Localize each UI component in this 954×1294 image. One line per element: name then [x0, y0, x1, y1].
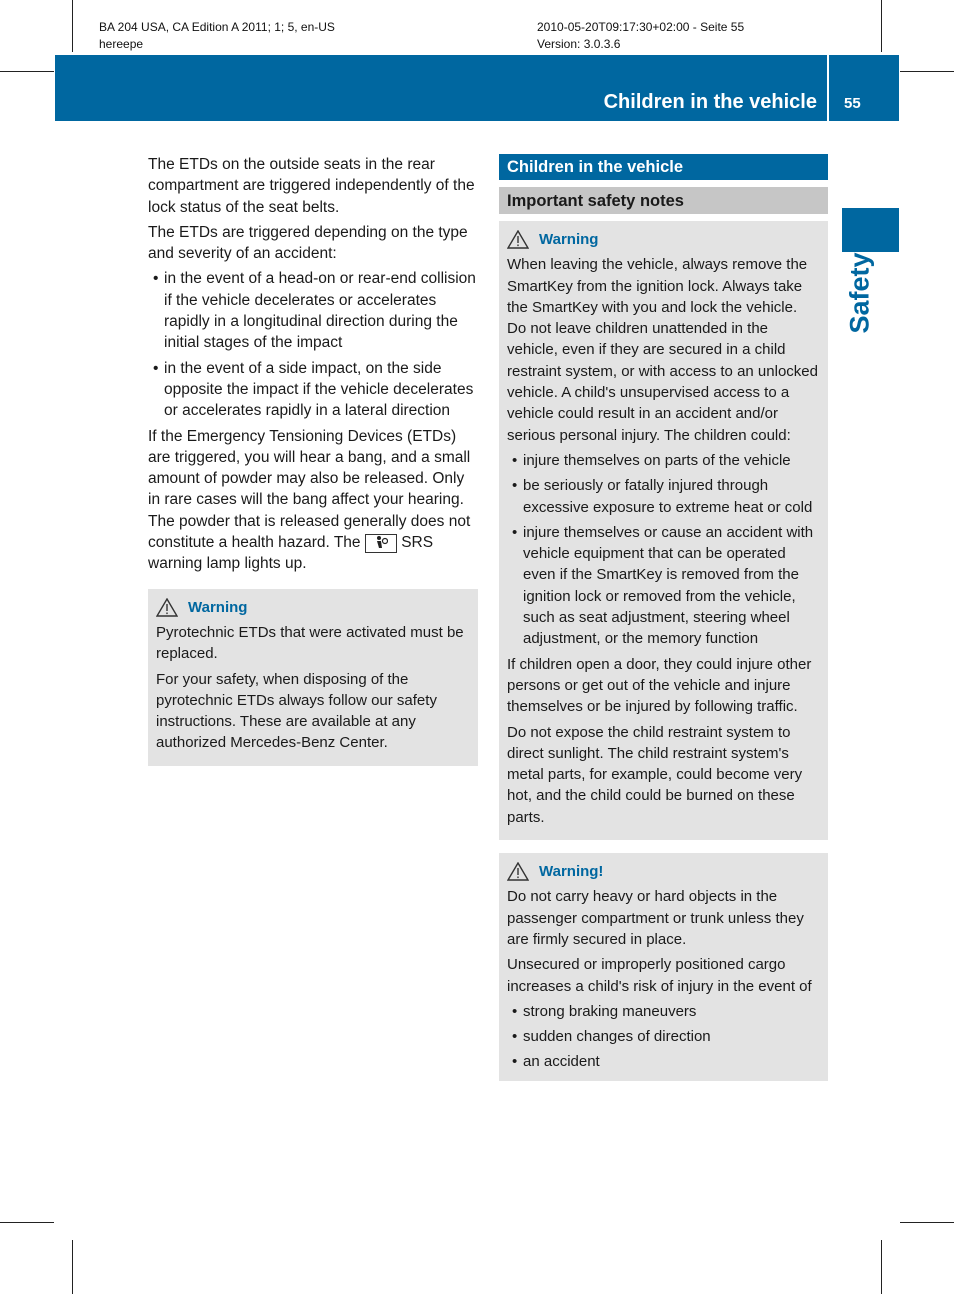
paragraph-text: If the Emergency Tensioning Devices (ETDs) are triggered, you will hear a bang, and a small amount of powder may also be released. Only in rare cases will the bang affect your hearing. The powder that is released generally does not constitute a health hazard. The — [148, 427, 471, 552]
print-meta-left — [99, 19, 335, 53]
warning-box — [499, 853, 828, 1081]
bullet-list — [148, 268, 478, 421]
list-item: • injure themselves or cause an accident with vehicle equipment that can be operated even if the SmartKey is removed from the ignition lock or removed from the vehicle, such as seat adjustment, steering wheel adjustment, or the memory function — [507, 522, 820, 650]
warning-box — [148, 589, 478, 766]
crop-mark — [0, 71, 54, 72]
left-column — [148, 154, 478, 766]
page-number: 55 — [844, 95, 861, 112]
list-item: • injure themselves on parts of the vehicle — [507, 450, 820, 471]
meta-line: BA 204 USA, CA Edition A 2011; 1; 5, en-US — [99, 20, 335, 34]
list-item: • in the event of a side impact, on the side opposite the impact if the vehicle decelerates or accelerates rapidly in a lateral direction — [148, 358, 478, 422]
bullet-list — [507, 1001, 820, 1073]
list-item: • strong braking maneuvers — [507, 1001, 820, 1022]
paragraph: Do not carry heavy or hard objects in the passenger compartment or trunk unless they are firmly secured in place. — [507, 888, 804, 948]
meta-line: hereepe — [99, 37, 144, 51]
crop-mark — [72, 1240, 73, 1294]
bullet-list — [507, 450, 820, 650]
meta-line: 2010-05-20T09:17:30+02:00 - Seite 55 — [537, 20, 745, 34]
crop-mark — [0, 1222, 54, 1223]
paragraph: Do not expose the child restraint system to direct sunlight. The child restraint system's metal parts, for example, could become very hot, and the child could be burned on these parts. — [507, 723, 803, 826]
chapter-label: Safety — [844, 252, 875, 334]
print-meta-right — [537, 19, 744, 53]
crop-mark — [900, 71, 954, 72]
warning-title: Warning — [539, 231, 599, 248]
warning-triangle-icon — [156, 598, 178, 617]
right-column — [499, 154, 828, 1081]
paragraph: If children open a door, they could injure other persons or get out of the vehicle and injure themselves or be injured by following traffic. — [507, 655, 812, 716]
paragraph-text: SRS warning lamp lights up. — [148, 534, 434, 573]
meta-line: Version: 3.0.3.6 — [537, 37, 621, 51]
paragraph: The ETDs on the outside seats in the rear compartment are triggered independently of the lock status of the seat belts. — [148, 156, 475, 216]
crop-mark — [881, 1240, 882, 1294]
warning-triangle-icon — [507, 230, 529, 249]
list-item: • an accident — [507, 1051, 820, 1072]
paragraph — [148, 426, 478, 575]
crop-mark — [881, 0, 882, 52]
warning-triangle-icon — [507, 862, 529, 881]
crop-mark — [900, 1222, 954, 1223]
page-header — [55, 55, 899, 121]
header-divider — [827, 55, 829, 121]
warning-heading — [507, 861, 820, 882]
srs-airbag-icon — [365, 534, 397, 553]
warning-heading — [156, 597, 470, 618]
page-title: Children in the vehicle — [603, 91, 817, 113]
section-heading: Children in the vehicle — [499, 154, 828, 180]
warning-heading — [507, 229, 820, 250]
list-item: • sudden changes of direction — [507, 1026, 820, 1047]
paragraph: For your safety, when disposing of the pyrotechnic ETDs always follow our safety instructions. These are available at any authorized Mercedes-Benz Center. — [156, 670, 437, 752]
warning-title: Warning — [188, 598, 248, 616]
paragraph: When leaving the vehicle, always remove the SmartKey from the ignition lock. Always take the SmartKey with you and lock the vehicle. Do not leave children unattended in the vehicle, even if they are secured in a child restraint system, or with access to an unlocked vehicle. A child's unsupervised access to a vehicle could result in an accident and/or serious personal injury. The children could: — [507, 256, 818, 444]
warning-title: Warning! — [539, 863, 604, 881]
list-item: • be seriously or fatally injured through excessive exposure to extreme heat or cold — [507, 475, 820, 518]
crop-mark — [72, 0, 73, 52]
paragraph: Unsecured or improperly positioned cargo increases a child's risk of injury in the event of — [507, 956, 812, 995]
paragraph: Pyrotechnic ETDs that were activated must be replaced. — [156, 623, 464, 663]
list-item: • in the event of a head-on or rear-end collision if the vehicle decelerates or accelerates rapidly in a longitudinal direction during the initial stages of the impact — [148, 268, 478, 353]
warning-box — [499, 221, 828, 840]
paragraph: The ETDs are triggered depending on the type and severity of an accident: — [148, 223, 468, 263]
subsection-heading: Important safety notes — [499, 187, 828, 214]
chapter-tab — [842, 208, 899, 252]
